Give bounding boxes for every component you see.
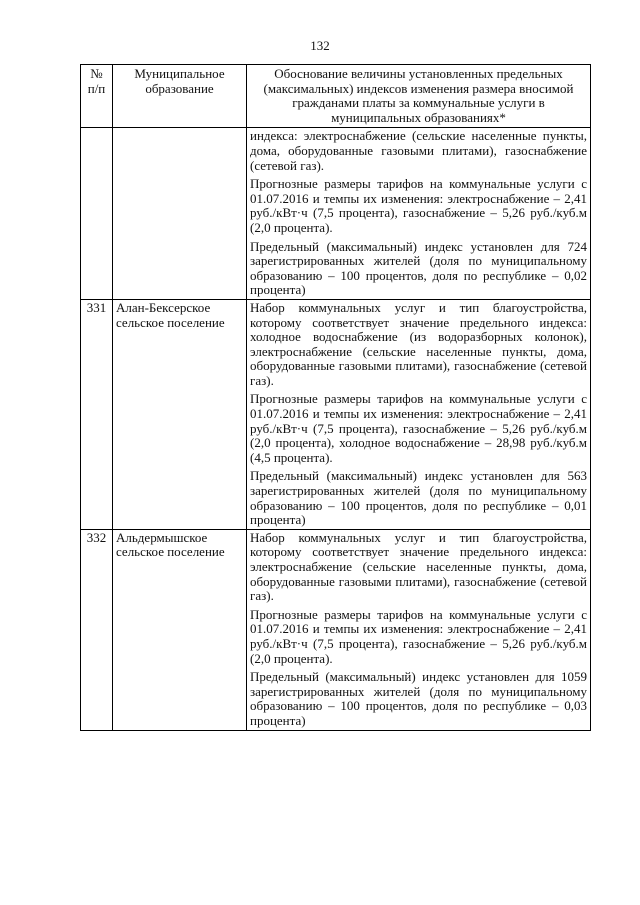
row-num: 331 [81,299,113,529]
table-row [81,128,591,300]
justification-paragraph: Набор коммунальных услуг и тип благоустройства, которому соответствует значение предельного индекса: электроснабжение (сельские населенные пункты, дома, оборудованные газовыми плитами), газоснабжение (сетевой газ). [250,529,587,604]
justification-paragraph: Прогнозные размеры тарифов на коммунальные услуги с 01.07.2016 и темпы их изменения: электроснабжение – 2,41 руб./кВт·ч (7,5 процента), газоснабжение – 5,26 руб./куб.м (2,0 процента). [250,176,587,235]
table-row [81,299,591,529]
row-municipality [113,128,247,300]
tariff-index-table [80,64,591,731]
row-num [81,128,113,300]
justification-paragraph: Прогнозные размеры тарифов на коммунальные услуги с 01.07.2016 и темпы их изменения: электроснабжение – 2,41 руб./кВт·ч (7,5 процента), газоснабжение – 5,26 руб./куб.м (2,0 процента). [250,606,587,666]
page-number: 132 [310,38,330,53]
row-justification [247,299,591,529]
row-municipality: Алан-Бексерское сельское поселение [113,299,247,529]
row-num: 332 [81,529,113,730]
row-justification [247,529,591,730]
table-header-row [81,65,591,128]
justification-paragraph: индекса: электроснабжение (сельские населенные пункты, дома, оборудованные газовыми плитами), газоснабжение (сетевой газ). [250,128,587,173]
header-justification: Обоснование величины установленных предельных (максимальных) индексов изменения размера вносимой гражданами платы за коммунальные услуги в муниципальных образованиях* [247,65,591,128]
justification-paragraph: Прогнозные размеры тарифов на коммунальные услуги с 01.07.2016 и темпы их изменения: электроснабжение – 2,41 руб./кВт·ч (7,5 процента), газоснабжение – 5,26 руб./куб.м (2,0 процента), холодное водоснабжение – 28,98 руб./куб.м (4,5 процента). [250,391,587,465]
row-justification [247,128,591,300]
justification-paragraph: Набор коммунальных услуг и тип благоустройства, которому соответствует значение предельного индекса: холодное водоснабжение (из водоразборных колонок), электроснабжение (сельские населенные пункты, дома, оборудованные газовыми плитами), газоснабжение (сетевой газ). [250,299,587,388]
header-num: № п/п [81,65,113,128]
justification-paragraph: Предельный (максимальный) индекс установлен для 1059 зарегистрированных жителей (доля по муниципальному образованию – 100 процентов, доля по республике – 0,03 процента) [250,669,587,728]
row-municipality: Альдермышское сельское поселение [113,529,247,730]
justification-paragraph: Предельный (максимальный) индекс установлен для 724 зарегистрированных жителей (доля по муниципальному образованию – 100 процентов, доля по республике – 0,02 процента) [250,238,587,298]
header-municipality: Муниципальное образование [113,65,247,128]
justification-paragraph: Предельный (максимальный) индекс установлен для 563 зарегистрированных жителей (доля по муниципальному образованию – 100 процентов, доля по республике – 0,01 процента) [250,468,587,528]
table-row [81,529,591,730]
